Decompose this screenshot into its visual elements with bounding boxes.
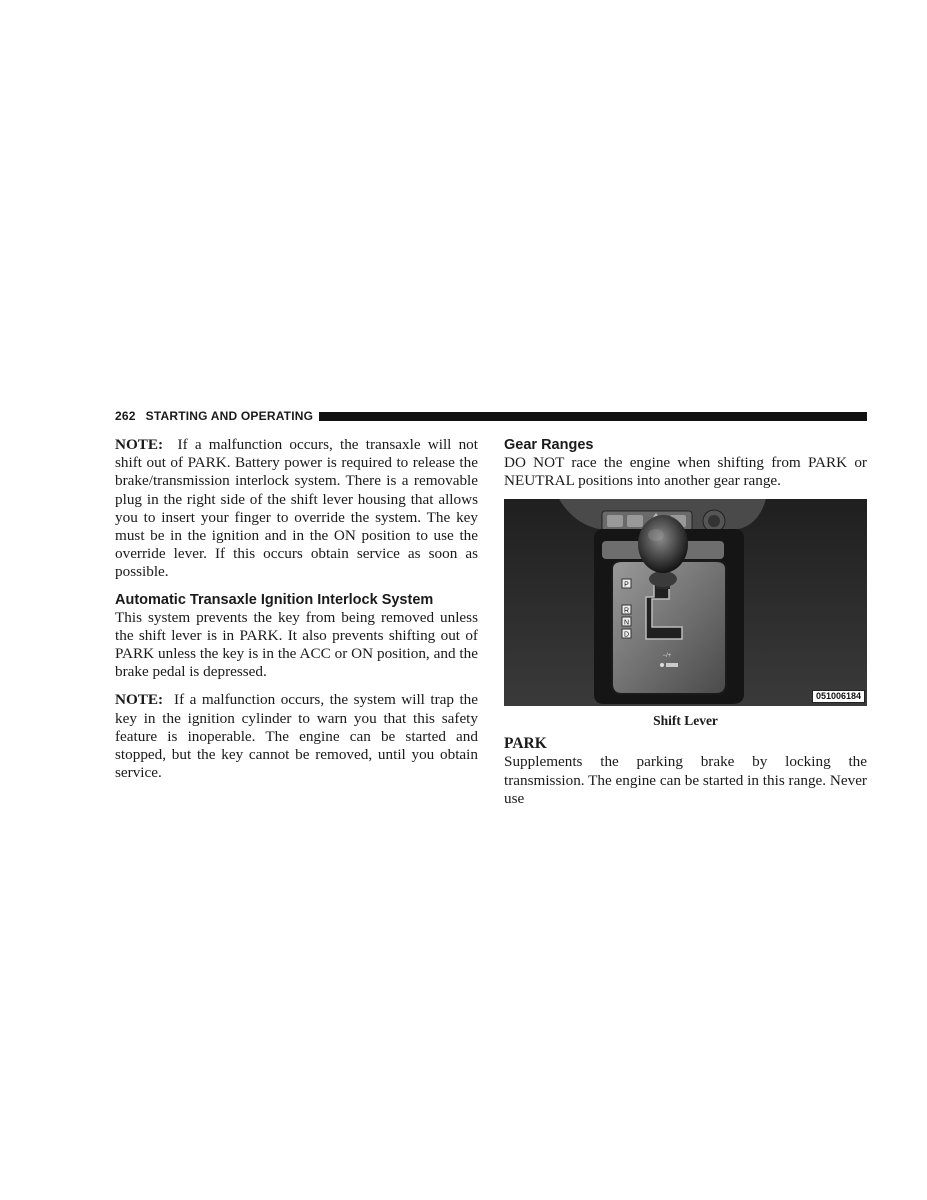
note-paragraph [115, 691, 478, 782]
body-paragraph: This system prevents the key from being removed unless the shift lever is in PARK. It also prevents shifting out of PARK unless the key is in the ACC or ON position, and the brake pedal is depressed. [115, 608, 478, 681]
section-heading: Automatic Transaxle Ignition Interlock System [115, 591, 434, 608]
note-paragraph [115, 436, 478, 582]
shift-lever-figure [504, 499, 867, 706]
gear-label-r: R [623, 607, 630, 615]
gear-label-p: P [624, 581, 629, 589]
gear-label-d: D [623, 631, 630, 639]
note-text: If a malfunction occurs, the transaxle will not shift out of PARK. Battery power is required to release the brake/transmission interlock system. There is a removable plug in the right side of the shift lever housing that allows you to insert your finger to override the system. The key must be in the ignition and in the ON position to use the override lever. If this occurs obtain service as soon as possible. [115, 436, 478, 581]
page-number: 262 [115, 409, 136, 423]
figure-caption: Shift Lever [653, 713, 718, 729]
section-title: STARTING AND OPERATING [145, 409, 314, 423]
body-paragraph: DO NOT race the engine when shifting from PARK or NEUTRAL positions into another gear range. [504, 454, 867, 490]
section-heading: Gear Ranges [504, 437, 594, 453]
subheading-park: PARK [504, 735, 547, 753]
note-label: NOTE: [115, 436, 164, 453]
shift-symbol: −/+ [662, 653, 672, 660]
note-label: NOTE: [115, 691, 164, 709]
figure-id-label: 051006184 [812, 690, 865, 703]
shift-lever-illustration [504, 499, 867, 706]
header-rule [319, 412, 867, 421]
left-column [115, 436, 478, 782]
running-header [115, 408, 867, 424]
gear-label-n: N [623, 619, 630, 627]
right-column [504, 436, 867, 808]
note-text: If a malfunction occurs, the system will trap the key in the ignition cylinder to warn you that this safety feature is inoperable. The engine can be started and stopped, but the key cannot be removed, until you obtain service. [115, 691, 478, 782]
park-paragraph: Supplements the parking brake by locking the transmission. The engine can be started in this range. Never use [504, 753, 867, 807]
